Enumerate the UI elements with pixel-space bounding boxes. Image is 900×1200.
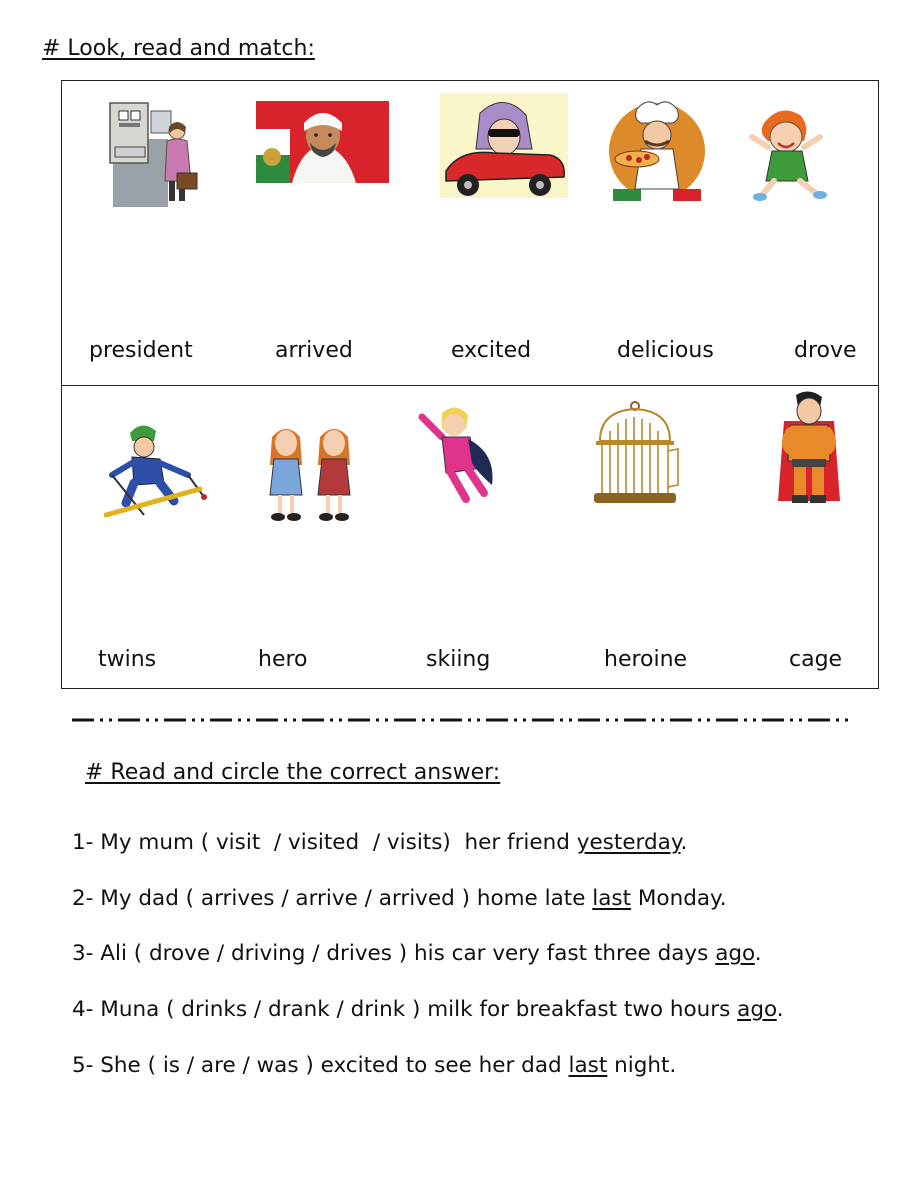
question-5 <box>72 1053 676 1078</box>
question-keyword: ago <box>715 941 755 966</box>
question-text: 3- Ali ( drove / driving / drives ) his car very fast three days <box>72 941 716 966</box>
president-portrait-icon <box>256 101 389 183</box>
question-keyword: yesterday <box>576 830 681 855</box>
child-skiing-icon <box>104 419 214 519</box>
section-heading-read-circle: # Read and circle the correct answer: <box>85 760 501 785</box>
question-end: Monday. <box>631 886 727 911</box>
match-word-cage: cage <box>789 647 843 672</box>
match-word-excited: excited <box>451 338 532 363</box>
birdcage-icon <box>590 401 680 511</box>
question-end: night. <box>607 1053 677 1078</box>
matching-grid <box>61 80 879 689</box>
chef-with-pizza-icon <box>607 97 707 205</box>
question-text: 5- She ( is / are / was ) excited to see her dad <box>72 1053 569 1078</box>
superhero-icon <box>774 391 844 511</box>
match-word-heroine: heroine <box>604 647 688 672</box>
match-word-drove: drove <box>794 338 857 363</box>
question-keyword: ago <box>737 997 777 1022</box>
match-word-skiing: skiing <box>426 647 491 672</box>
match-word-arrived: arrived <box>275 338 353 363</box>
match-word-delicious: delicious <box>617 338 714 363</box>
grid-row-divider <box>62 385 878 386</box>
woman-driving-car-icon <box>440 93 568 208</box>
question-text: 2- My dad ( arrives / arrive / arrived ) home late <box>72 886 593 911</box>
question-1 <box>72 830 687 855</box>
question-keyword: last <box>592 886 632 911</box>
match-word-twins: twins <box>98 647 157 672</box>
question-keyword: last <box>568 1053 608 1078</box>
twin-girls-icon <box>262 421 362 523</box>
woman-leaving-office-icon <box>107 101 202 211</box>
section-heading-look-read-match: # Look, read and match: <box>42 36 315 61</box>
question-4 <box>72 997 784 1022</box>
question-end: . <box>776 997 784 1022</box>
question-2 <box>72 886 727 911</box>
section-separator <box>72 716 852 724</box>
question-text: 1- My mum ( visit / visited / visits) her friend <box>72 830 577 855</box>
match-word-president: president <box>89 338 193 363</box>
question-text: 4- Muna ( drinks / drank / drink ) milk for breakfast two hours <box>72 997 738 1022</box>
question-end: . <box>680 830 688 855</box>
question-3 <box>72 941 762 966</box>
question-end: . <box>754 941 762 966</box>
excited-girl-jumping-icon <box>744 103 839 203</box>
flying-heroine-icon <box>412 403 502 508</box>
match-word-hero: hero <box>258 647 308 672</box>
